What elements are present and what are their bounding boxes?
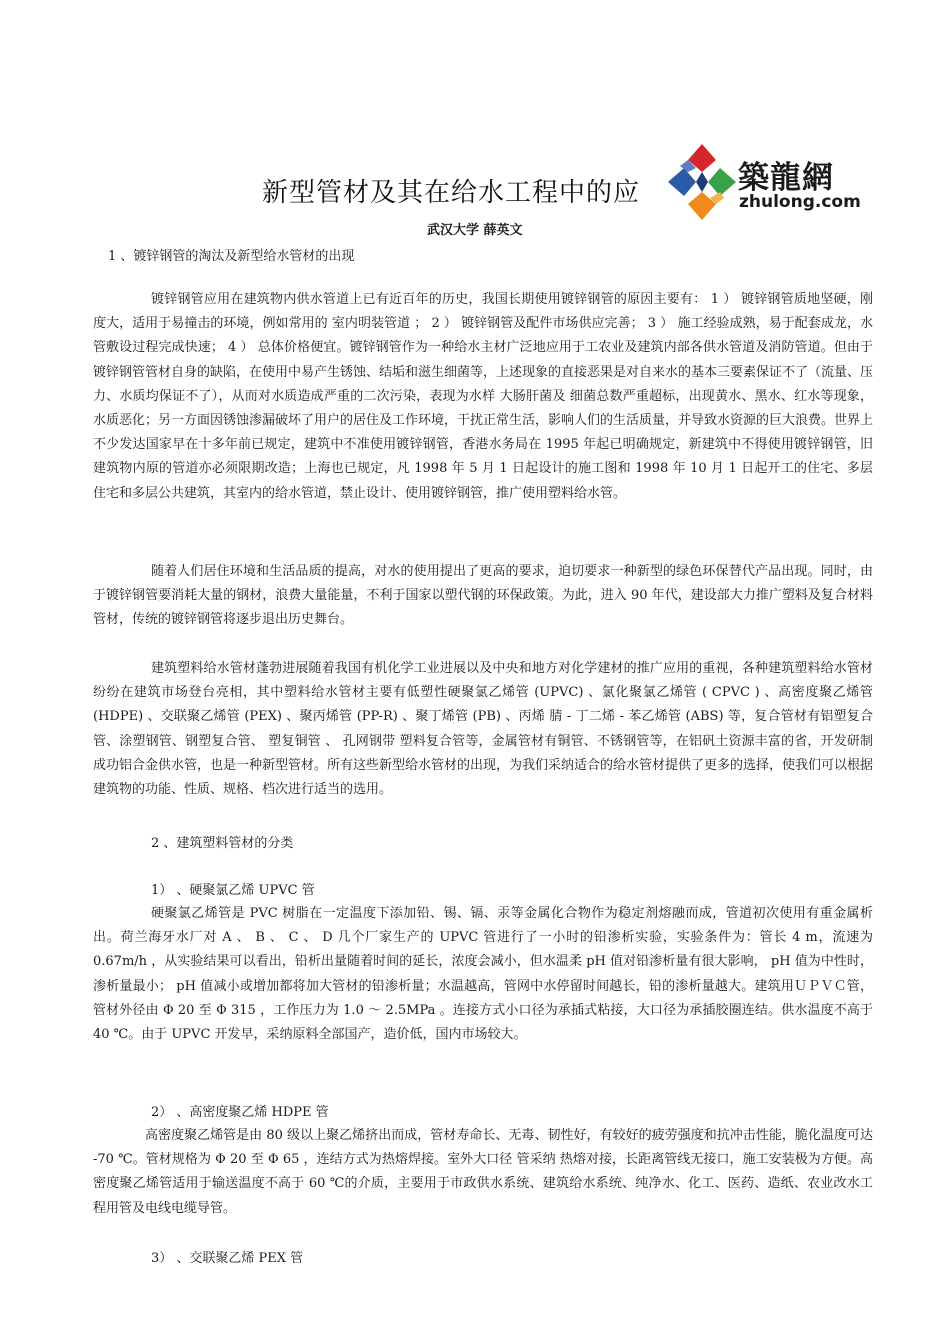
paragraph-2: 随着人们居住环境和生活品质的提高，对水的使用提出了更高的要求，迫切要求一种新型的绿色环保替代产品出现。同时，由于镀锌钢管要消耗大量的钢材，浪费大量能量，不利于国家以塑代钢的环保政策。为此，进入 90 年代，建设部大力推广塑料及复合材料管材，传统的镀锌钢管将逐步退出历史舞台。: [93, 564, 873, 628]
subsection-1-heading: 1） 、硬聚氯乙烯 UPVC 管: [151, 883, 315, 898]
logo-mark-icon: [666, 142, 738, 222]
paragraph-1: 镀锌钢管应用在建筑物内供水管道上已有近百年的历史，我国长期使用镀锌钢管的原因主要有： 1 ） 镀锌钢管质地坚硬，刚度大，适用于易撞击的环境，例如常用的 室内明装管道 ； 2 ） 镀锌钢管及配件市场供应完善； 3 ） 施工经验成熟，易于配套成龙，水管敷设过程完成快速； 4 ） 总体价格便宜。镀锌钢管作为一种给水主材广泛地应用于工农业及建筑内部各供水管道及消防管道。但由于镀锌钢管管材自身的缺陷，在使用中易产生锈蚀、结垢和滋生细菌等，上述现象的直接恶果是对自来水的基本三要素保证不了（流量、压力、水质均保证不了），从而对水质造成严重的二次污染，表现为水样 大肠肝菌及 细菌总数严重超标，出现黄水、黑水、红水等现象，水质恶化；另一方面因锈蚀渗漏破坏了用户的居住及工作环境，干扰正常生活，影响人们的生活质量，并导致水资源的巨大浪费。世界上不少发达国家早在十多年前已规定，建筑中不准使用镀锌钢管，香港水务局在 1995 年起已明确规定，新建筑中不得使用镀锌钢管，旧建筑物内原的管道亦必须限期改造；上海也已规定，凡 1998 年 5 月 1 日起设计的施工图和 1998 年 10 月 1 日起开工的住宅、多层住宅和多层公共建筑，其室内的给水管道，禁止设计、使用镀锌钢管，推广使用塑料给水管。: [93, 292, 874, 501]
author-line: 武汉大学 薛英文: [427, 223, 523, 238]
logo-chinese-text: 築龍網: [738, 160, 834, 196]
subsection-1-paragraph: 硬聚氯乙烯管是 PVC 树脂在一定温度下添加铅、锡、镉、汞等金属化合物作为稳定剂熔融而成，管道初次使用有重金属析出。荷兰海牙水厂对 A 、 B 、 C 、 D 几个厂家生产的 UPVC 管进行了一小时的铅渗析实验，实验条件为：管长 4 m，流速为 0.67m/h ，从实验结果可以看出，铅析出量随着时间的延长，浓度会减小，但水温柔 pH 值对铅渗析量有很大影响， pH 值为中性时，渗析量最小； pH 值减小或增加都将加大管材的铅渗析量；水温越高，管网中水停留时间越长，铅的渗析量越大。建筑用ＵＰＶＣ管，管材外径由 Φ 20 至 Φ 315 ，工作压力为 1.0 ～ 2.5MPa 。连接方式小口径为承插式粘接，大口径为承插胶圈连结。供水温度不高于 40 ℃。由于 UPVC 开发早，采纳原料全部国产，造价低，国内市场较大。: [93, 906, 873, 1043]
zhulong-logo: [666, 142, 861, 222]
paragraph-3: 建筑塑料给水管材蓬勃进展随着我国有机化学工业进展以及中央和地方对化学建材的推广应用的重视，各种建筑塑料给水管材纷纷在建筑市场登台亮相，其中塑料给水管材主要有低塑性硬聚氯乙烯管 (UPVC) 、氯化聚氯乙烯管 ( CPVC ) 、高密度聚乙烯管 (HDPE) 、交联聚乙烯管 (PEX) 、聚丙烯管 (PP-R) 、聚丁烯管 (PB) 、丙烯 腈 - 丁二烯 - 苯乙烯管 (ABS) 等，复合管材有铝塑复合管、涂塑钢管、钢塑复合管、 塑复铜管 、 孔网钢带 塑料复合管等，金属管材有铜管、不锈钢管等，在铝矾土资源丰富的省，开发研制成功铝合金供水管，也是一种新型管材。所有这些新型给水管材的出现，为我们采纳适合的给水管材提供了更多的选择，使我们可以根据建筑物的功能、性质、规格、档次进行适当的选用。: [93, 661, 874, 798]
section-1-heading: 1 、镀锌钢管的淘汰及新型给水管材的出现: [108, 249, 355, 264]
subsection-2-paragraph: 高密度聚乙烯管是由 80 级以上聚乙烯挤出而成，管材寿命长、无毒、韧性好，有较好的疲劳强度和抗冲击性能，脆化温度可达 -70 ℃。管材规格为 Φ 20 至 Φ 65 ，连结方式为热熔焊接。室外大口径 管采纳 热熔对接，长距离管线无接口，施工安装极为方便。高密度聚乙烯管适用于输送温度不高于 60 ℃的介质，主要用于市政供水系统、建筑给水系统、纯净水、化工、医药、造纸、农业改水工程用管及电线电缆导管。: [93, 1128, 873, 1216]
section-2-heading: 2 、建筑塑料管材的分类: [151, 836, 294, 851]
logo-english-text: zhulong.com: [739, 192, 861, 212]
subsection-2-heading: 2） 、高密度聚乙烯 HDPE 管: [151, 1105, 329, 1120]
subsection-3-heading: 3） 、交联聚乙烯 PEX 管: [151, 1251, 304, 1266]
document-title: 新型管材及其在给水工程中的应: [262, 178, 641, 208]
